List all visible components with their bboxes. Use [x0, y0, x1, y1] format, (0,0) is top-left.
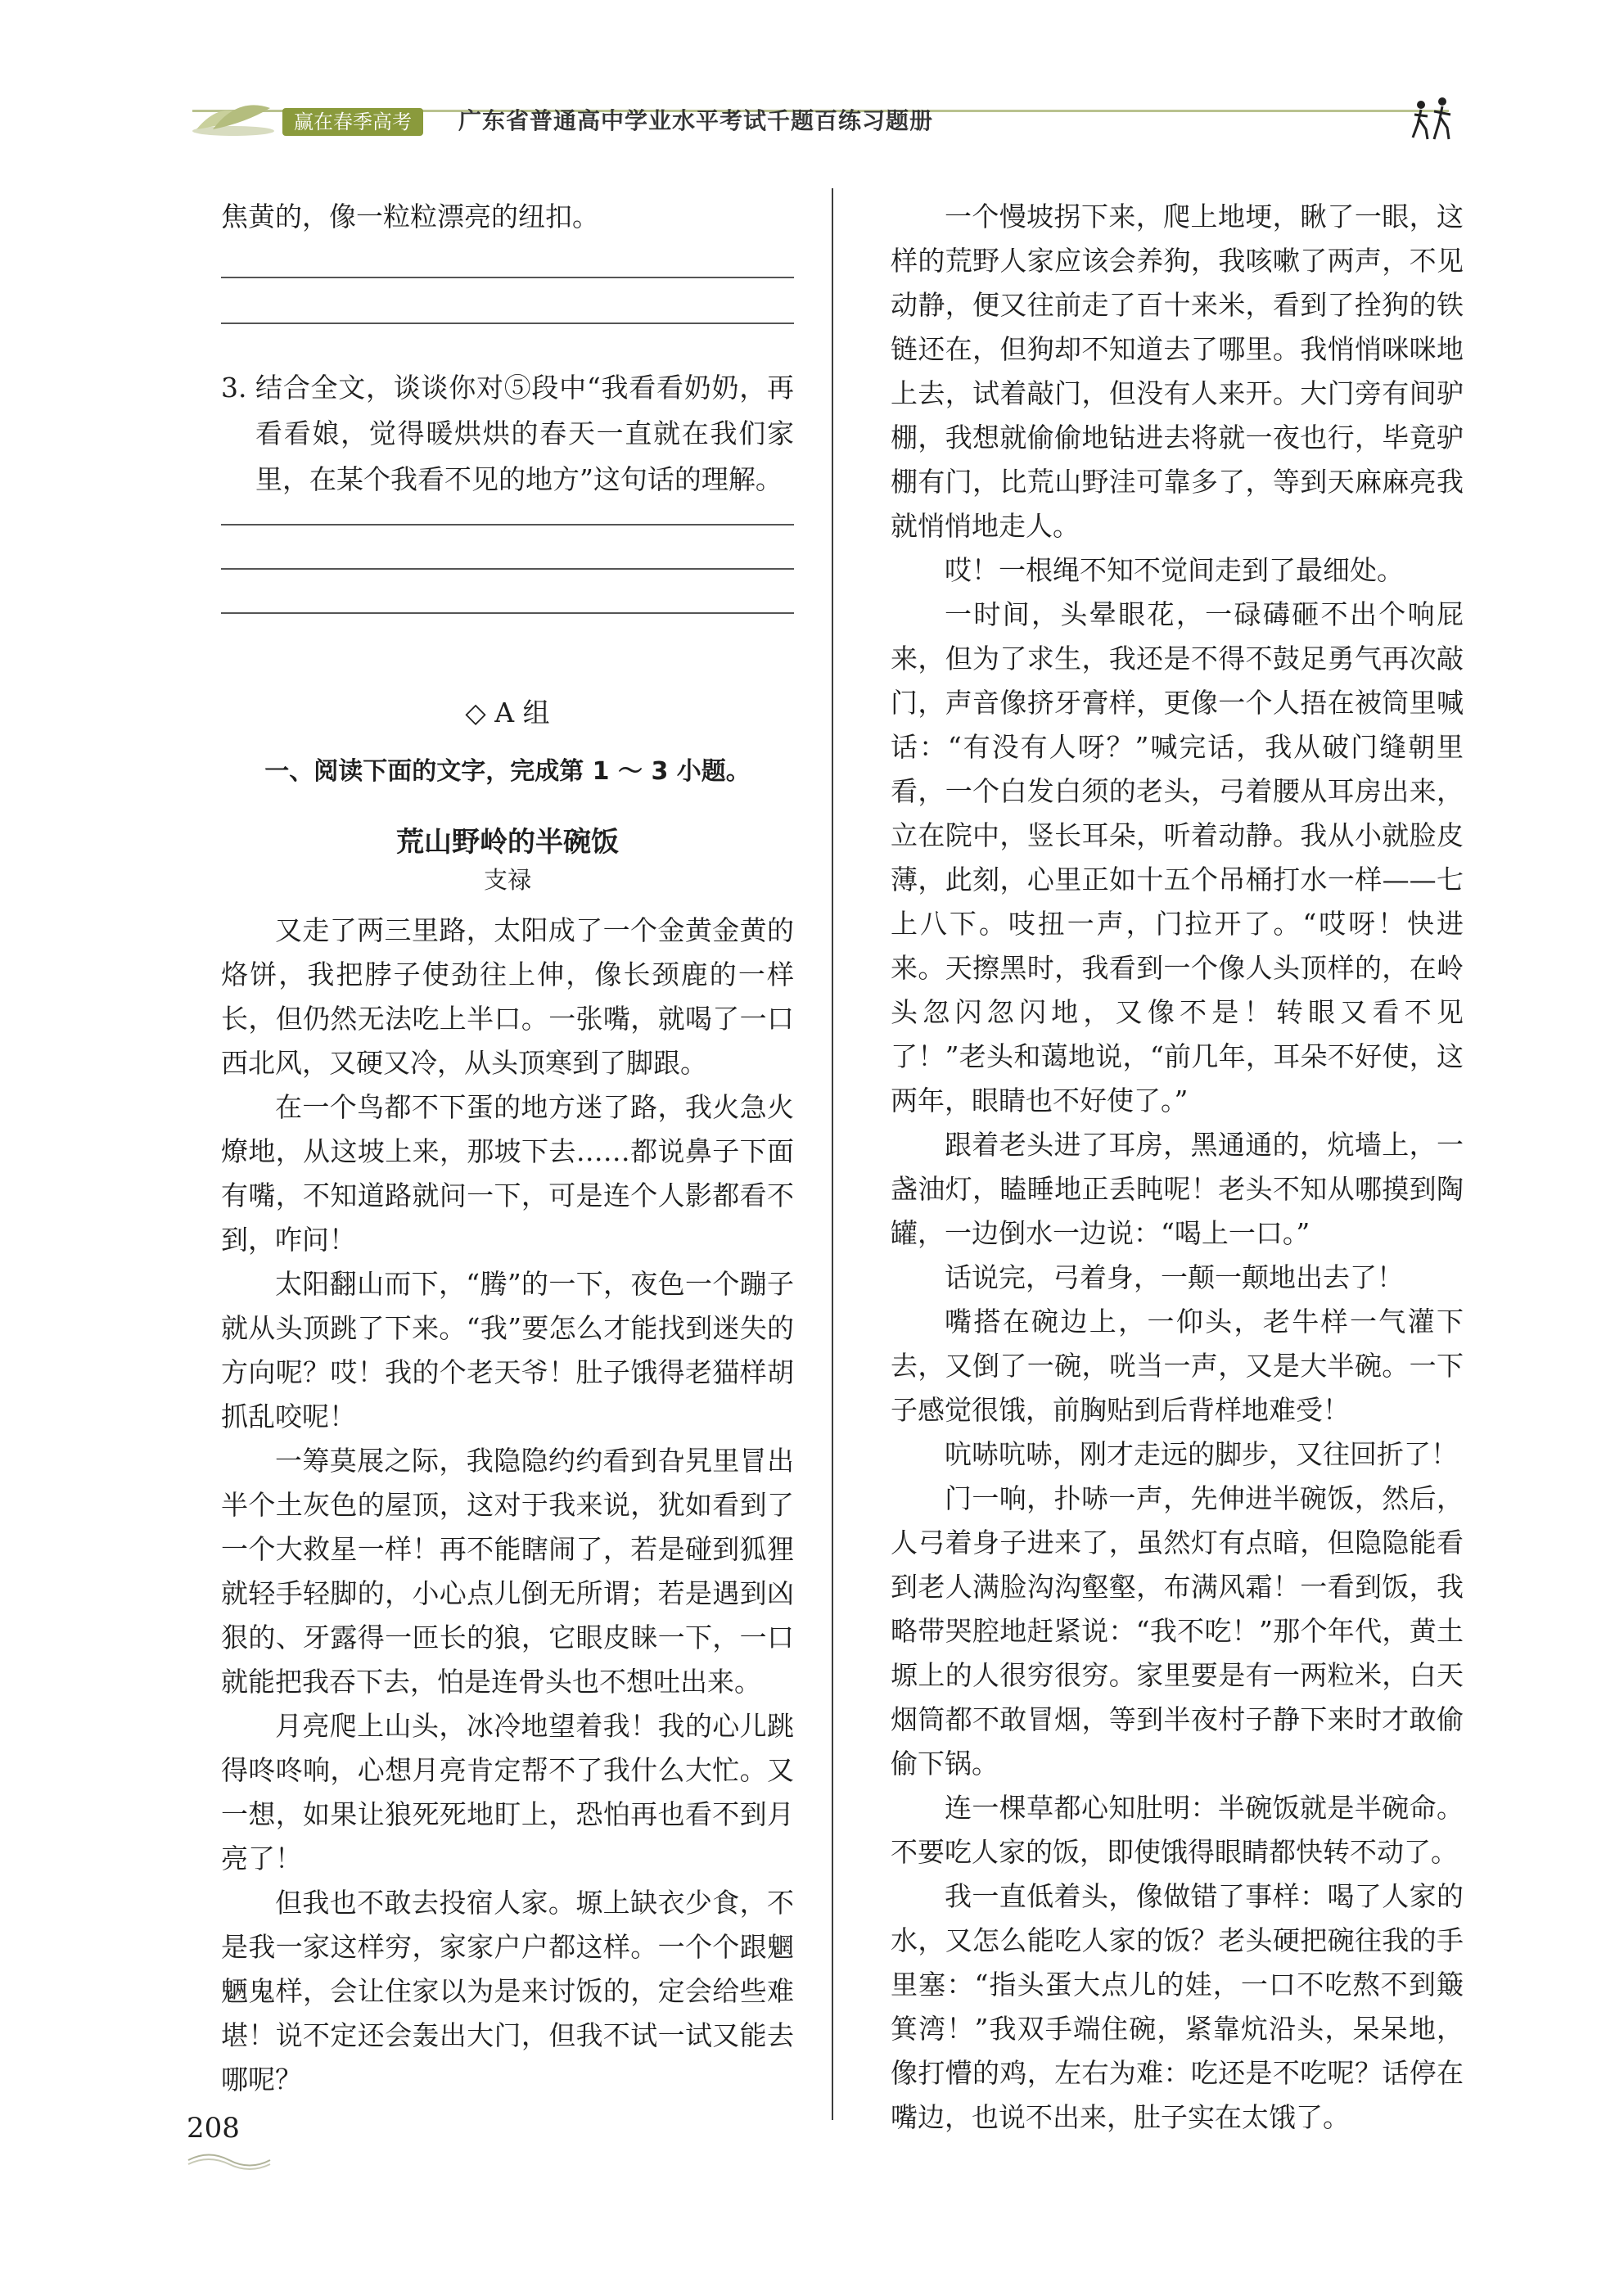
story-paragraph: 吭哧吭哧，刚才走远的脚步，又往回折了！	[945, 1438, 1458, 1470]
page-number: 208	[187, 2112, 240, 2145]
question-3	[221, 365, 794, 503]
footer-ornament-icon	[184, 2148, 274, 2172]
story-paragraph: 门一响，扑哧一声，先伸进半碗饭，然后，人弓着身子进来了，虽然灯有点暗，但隐隐能看到老人满脸沟沟壑壑，布满风霜！一看到饭，我略带哭腔地赶紧说：“我不吃！”那个年代，黄土塬上的人很穷很穷。家里要是有一两粒米，白天烟筒都不敢冒烟，等到半夜村子静下来时才敢偷偷下锅。	[891, 1482, 1464, 1780]
story-paragraph: 我一直低着头，像做错了事样：喝了人家的水，又怎么能吃人家的饭？老头硬把碗往我的手里塞：“指头蛋大点儿的娃，一口不吃熬不到簸箕湾！”我双手端住碗，紧靠炕沿头，呆呆地，像打懵的鸡，左右为难：吃还是不吃呢？话停在嘴边，也说不出来，肚子实在太饿了。	[891, 1880, 1464, 2133]
story-paragraph: 话说完，弓着身，一颠一颠地出去了！	[945, 1261, 1404, 1293]
left-column	[221, 195, 794, 2102]
story-paragraph: 一个慢坡拐下来，爬上地埂，瞅了一眼，这样的荒野人家应该会养狗，我咳嗽了两声，不见动静，便又往前走了百十来米，看到了拴狗的铁链还在，但狗却不知道去了哪里。我悄悄咪咪地上去，试着敲门，但没有人来开。大门旁有间驴棚，我想就偷偷地钻进去将就一夜也行，毕竟驴棚有门，比荒山野洼可靠多了，等到天麻麻亮我就悄悄地走人。	[891, 201, 1464, 542]
reading-instruction: 一、阅读下面的文字，完成第 1 ～ 3 小题。	[264, 757, 751, 786]
series-badge: 赢在春季高考	[282, 108, 423, 136]
story-paragraph: 连一棵草都心知肚明：半碗饭就是半碗命。不要吃人家的饭，即使饿得眼睛都快转不动了。	[891, 1792, 1464, 1868]
story-paragraph: 哎！一根绳不知不觉间走到了最细处。	[945, 554, 1404, 586]
story-paragraph: 又走了两三里路，太阳成了一个金黄金黄的烙饼，我把脖子使劲往上伸，像长颈鹿的一样长，但仍然无法吃上半口。一张嘴，就喝了一口西北风，又硬又冷，从头顶寒到了脚跟。	[221, 914, 794, 1079]
story-author: 支禄	[483, 866, 531, 894]
page-header	[0, 92, 1624, 141]
story-paragraph: 太阳翻山而下，“腾”的一下，夜色一个蹦子就从头顶跳了下来。“我”要怎么才能找到迷失的方向呢？哎！我的个老天爷！肚子饿得老猫样胡抓乱咬呢！	[221, 1268, 794, 1432]
story-paragraph: 嘴搭在碗边上，一仰头，老牛样一气灌下去，又倒了一碗，咣当一声，又是大半碗。一下子感觉很饿，前胸贴到后背样地难受！	[891, 1306, 1464, 1426]
question-text: 结合全文，谈谈你对⑤段中“我看看奶奶，再看看娘，觉得暖烘烘的春天一直就在我们家里，在某个我看不见的地方”这句话的理解。	[255, 372, 794, 495]
story-paragraph: 一时间，头晕眼花，一碌碡砸不出个响屁来，但为了求生，我还是不得不鼓足勇气再次敲门，声音像挤牙膏样，更像一个人捂在被筒里喊话：“有没有人呀？”喊完话，我从破门缝朝里看，一个白发白须的老头，弓着腰从耳房出来，立在院中，竖长耳朵，听着动静。我从小就脸皮薄，此刻，心里正如十五个吊桶打水一样——七上八下。吱扭一声，门拉开了。“哎呀！快进来。天擦黑时，我看到一个像人头顶样的，在岭头忽闪忽闪地，又像不是！转眼又看不见了！”老头和蔼地说，“前几年，耳朵不好使，这两年，眼睛也不好使了。”	[891, 598, 1464, 1116]
leaf-ornament-icon	[188, 92, 278, 141]
story-paragraph: 但我也不敢去投宿人家。塬上缺衣少食，不是我一家这样穷，家家户户都这样。一个个跟魍魉鬼样，会让住家以为是来讨饭的，定会给些难堪！说不定还会轰出大门，但我不试一试又能去哪呢？	[221, 1887, 794, 2095]
story-title: 荒山野岭的半碗饭	[396, 826, 619, 859]
answer-tail-text: 焦黄的，像一粒粒漂亮的纽扣。	[221, 201, 599, 232]
question-number: 3.	[221, 372, 247, 404]
book-title: 广东省普通高中学业水平考试千题百练习题册	[458, 107, 934, 134]
story-paragraph: 月亮爬上山头，冰冷地望着我！我的心儿跳得咚咚响，心想月亮肯定帮不了我什么大忙。又一想，如果让狼死死地盯上，恐怕再也看不到月亮了！	[221, 1710, 794, 1874]
story-paragraph: 跟着老头进了耳房，黑通通的，炕墙上，一盏油灯，瞌睡地正丢盹呢！老头不知从哪摸到陶罐，一边倒水一边说：“喝上一口。”	[891, 1129, 1464, 1249]
story-paragraph: 在一个鸟都不下蛋的地方迷了路，我火急火燎地，从这坡上来，那坡下去……都说鼻子下面有嘴，不知道路就问一下，可是连个人影都看不到，咋问！	[221, 1091, 794, 1256]
column-divider	[832, 188, 833, 2120]
group-label: ◇ A 组	[465, 697, 550, 728]
runners-icon	[1410, 97, 1462, 142]
story-paragraph: 一筹莫展之际，我隐隐约约看到旮旯里冒出半个土灰色的屋顶，这对于我来说，犹如看到了一个大救星一样！再不能瞎闹了，若是碰到狐狸就轻手轻脚的，小心点儿倒无所谓；若是遇到凶狠的、牙露得一匝长的狼，它眼皮睐一下，一口就能把我吞下去，怕是连骨头也不想吐出来。	[221, 1445, 794, 1698]
right-column	[891, 195, 1464, 2140]
